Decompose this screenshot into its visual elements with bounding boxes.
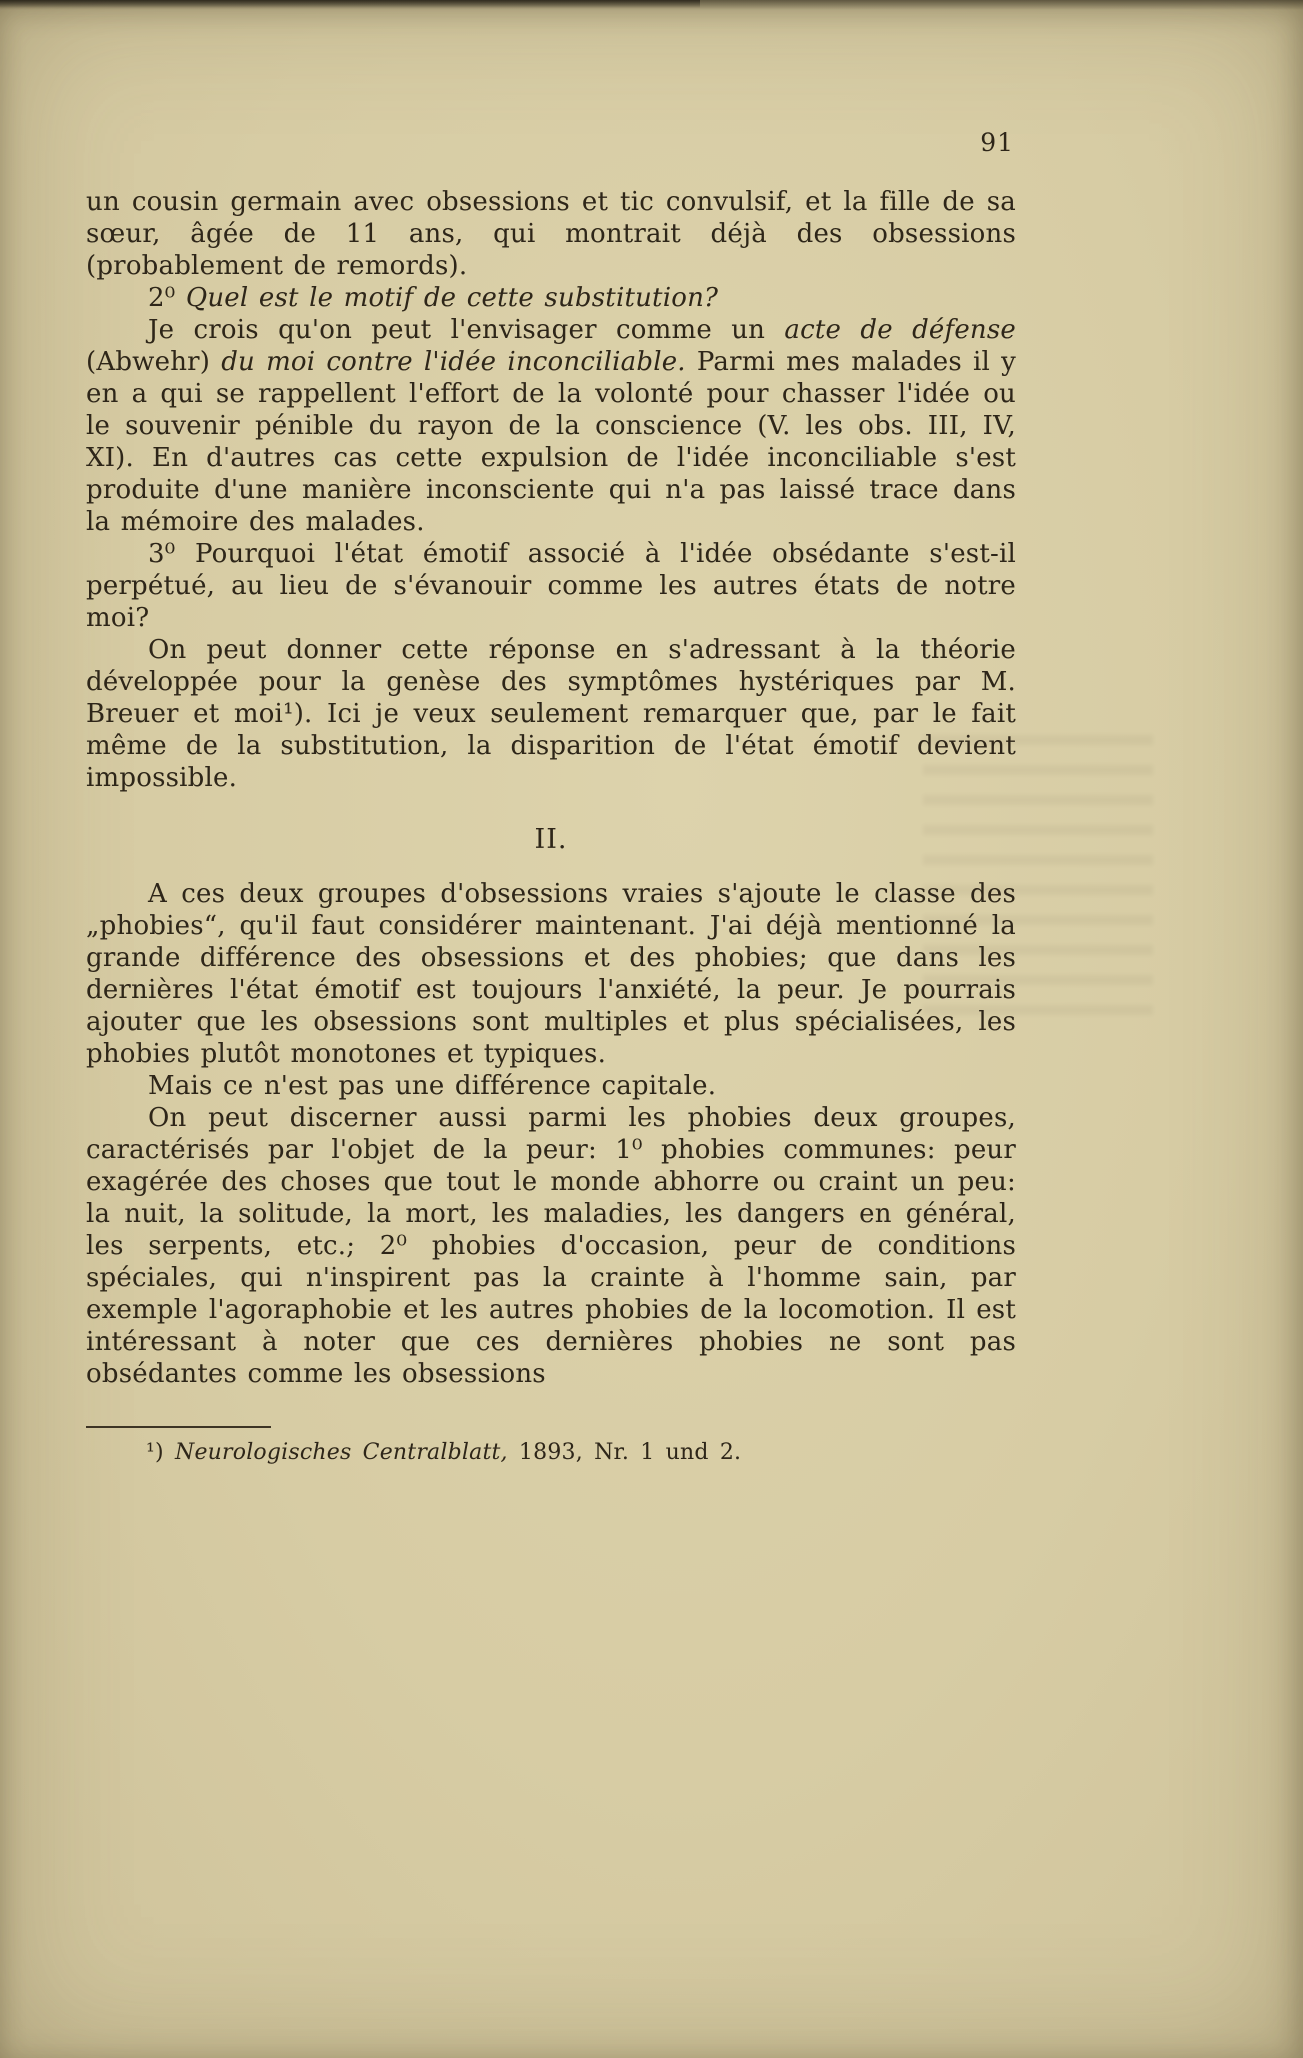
paragraph-theorie: On peut donner cette réponse en s'adressant à la théorie développée pour la genèse des symptômes hystériques par M. Breuer et moi¹). Ici je veux seulement remarquer que, par le fait même de la substitution, la disparition de l'état émotif devient impossible. [86, 635, 1016, 793]
paragraph-phobies-intro: A ces deux groupes d'obsessions vraies s'ajoute le classe des „phobies“, qu'il faut considérer maintenant. J'ai déjà mentionné la grande différence des obsessions et des phobies; que dans les dernières l'état émotif est toujours l'anxiété, la peur. Je pourrais ajouter que les obsessions sont multiples et plus spécialisées, les phobies plutôt monotones et typiques. [86, 879, 1016, 1069]
paragraph-continuation: un cousin germain avec obsessions et tic convulsif, et la fille de sa sœur, âgée de 11 ans, qui montrait déjà des obsessions (probablement de remords). [86, 187, 1016, 281]
scan-corner-shade [0, 0, 700, 8]
text-block [86, 186, 1016, 1468]
text-segment: Je crois qu'on peut l'envisager comme un [148, 315, 785, 345]
italic-question: Quel est le motif de cette substitution? [185, 283, 719, 313]
italic-phrase-acte-de-defense: acte de défense [784, 315, 1016, 345]
paragraph-question-3: 3⁰ Pourquoi l'état émotif associé à l'idée obsédante s'est-il perpétué, au lieu de s'évanouir comme les autres états de notre moi? [86, 539, 1016, 633]
paragraph-phobies-groupes: On peut discerner aussi parmi les phobies deux groupes, caractérisés par l'objet de la peur: 1⁰ phobies communes: peur exagérée des choses que tout le monde abhorre ou craint un peu: la nuit, la solitude, la mort, les maladies, les dangers en général, les serpents, etc.; 2⁰ phobies d'occasion, peur de conditions spéciales, qui n'inspirent pas la crainte à l'homme sain, par exemple l'agoraphobie et les autres phobies de la locomotion. Il est intéressant à noter que ces dernières phobies ne sont pas obsédantes comme les obsessions [86, 1103, 1016, 1389]
text-segment: (Abwehr) [86, 347, 222, 377]
page-number: 91 [980, 128, 1014, 157]
footnote-reference: 1893, Nr. 1 und 2. [507, 1440, 742, 1465]
footnote-block [86, 1426, 1016, 1468]
paragraph-question-2 [86, 282, 1016, 314]
numbered-marker: 2⁰ [148, 283, 186, 313]
footnote-marker: ¹) [146, 1440, 175, 1465]
footnote-journal-title: Neurologisches Centralblatt, [175, 1440, 508, 1465]
footnote-rule [86, 1426, 271, 1428]
paragraph-defense [86, 314, 1016, 538]
footnote [86, 1438, 1016, 1468]
text-segment: Parmi mes malades il y en a qui se rappellent l'effort de la volonté pour chasser l'idée ou le souvenir pénible du rayon de la conscience (V. les obs. III, IV, XI). En d'autres cas cette expulsion de l'idée inconciliable s'est produite d'une manière inconsciente qui n'a pas laissé trace dans la mémoire des malades. [86, 347, 1016, 537]
italic-phrase-du-moi: du moi contre l'idée inconciliable. [221, 347, 686, 377]
section-heading: II. [534, 824, 568, 855]
paragraph-difference: Mais ce n'est pas une différence capitale. [148, 1071, 717, 1101]
